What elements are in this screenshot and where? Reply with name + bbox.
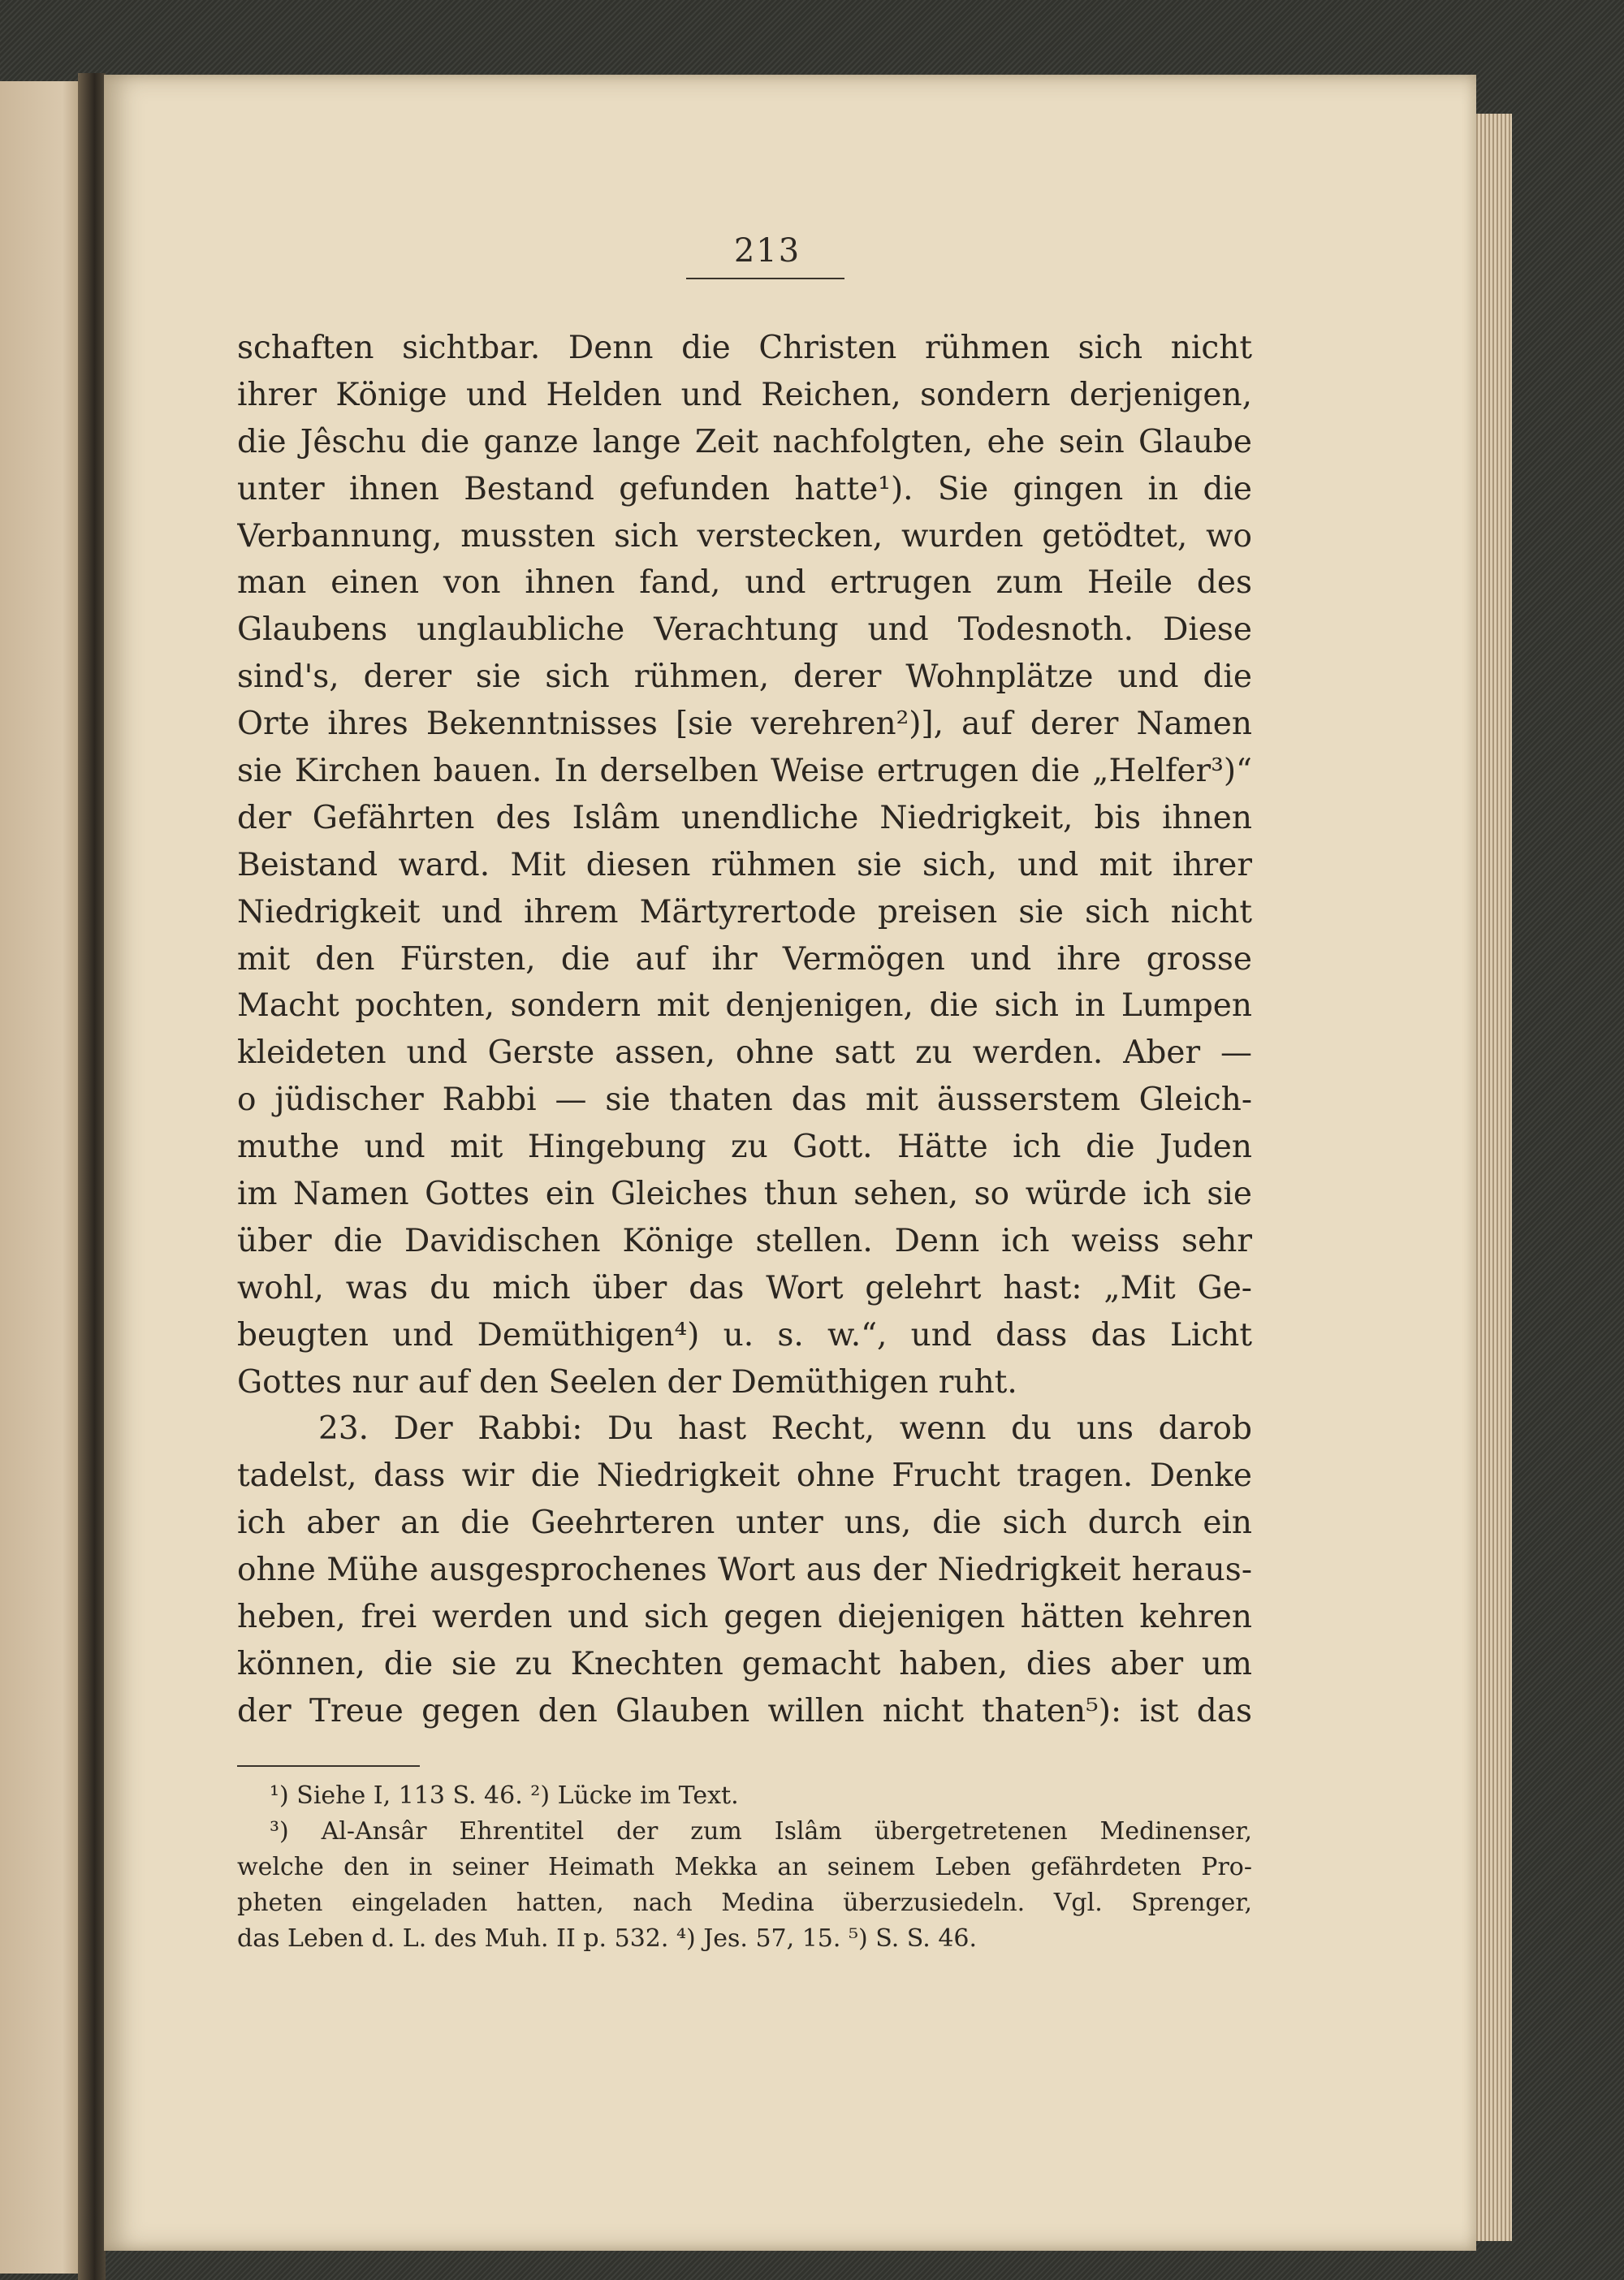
text-line: ohne Mühe ausgesprochenes Wort aus der Niedrigkeit heraus- [237, 1552, 1252, 1589]
text-line: die Jêschu die ganze lange Zeit nachfolgten, ehe sein Glaube [237, 423, 1252, 460]
text-line: Macht pochten, sondern mit denjenigen, die sich in Lumpen [237, 987, 1252, 1025]
text-line: tadelst, dass wir die Niedrigkeit ohne Frucht tragen. Denke [237, 1457, 1252, 1495]
text-line: im Namen Gottes ein Gleiches thun sehen, so würde ich sie [237, 1176, 1252, 1213]
text-line: Verbannung, mussten sich verstecken, wurden getödtet, wo [237, 517, 1252, 555]
text-line: mit den Fürsten, die auf ihr Vermögen und ihre grosse [237, 940, 1252, 978]
text-line: Beistand ward. Mit diesen rühmen sie sich, und mit ihrer [237, 846, 1252, 883]
text-line: o jüdischer Rabbi — sie thaten das mit äusserstem Gleich- [237, 1082, 1252, 1119]
footnote-rule [237, 1765, 420, 1767]
text-line: ihrer Könige und Helden und Reichen, sondern derjenigen, [237, 376, 1252, 413]
text-line: beugten und Demüthigen⁴) u. s. w.“, und dass das Licht [237, 1316, 1252, 1354]
text-line: über die Davidischen Könige stellen. Denn ich weiss sehr [237, 1222, 1252, 1259]
text-line: muthe und mit Hingebung zu Gott. Hätte ich die Juden [237, 1129, 1252, 1166]
footnote-line: welche den in seiner Heimath Mekka an seinem Leben gefährdeten Pro- [237, 1853, 1252, 1881]
footnotes [237, 1778, 1252, 1957]
section-start-line: 23. Der Rabbi: Du hast Recht, wenn du uns darob [318, 1410, 1252, 1448]
text-line: wohl, was du mich über das Wort gelehrt hast: „Mit Ge- [237, 1269, 1252, 1306]
text-line: können, die sie zu Knechten gemacht haben, dies aber um [237, 1645, 1252, 1682]
footnote-line: pheten eingeladen hatten, nach Medina überzusiedeln. Vgl. Sprenger, [237, 1889, 1252, 1917]
header-rule [686, 278, 844, 279]
text-line: unter ihnen Bestand gefunden hatte¹). Sie gingen in die [237, 470, 1252, 507]
facing-page-edge [0, 81, 89, 2274]
text-line: ich aber an die Geehrteren unter uns, die sich durch ein [237, 1505, 1252, 1542]
text-line: Niedrigkeit und ihrem Märtyrertode preisen sie sich nicht [237, 893, 1252, 931]
footnote-line: ³) Al-Ansâr Ehrentitel der zum Islâm übergetretenen Medinenser, [270, 1817, 1252, 1846]
main-text [237, 325, 1252, 1735]
text-line: sind's, derer sie sich rühmen, derer Wohnplätze und die [237, 659, 1252, 696]
text-line: sie Kirchen bauen. In derselben Weise ertrugen die „Helfer³)“ [237, 753, 1252, 790]
text-line: man einen von ihnen fand, und ertrugen zum Heile des [237, 564, 1252, 602]
text-line: kleideten und Gerste assen, ohne satt zu werden. Aber — [237, 1034, 1252, 1072]
text-line: der Treue gegen den Glauben willen nicht thaten⁵): ist das [237, 1692, 1252, 1729]
text-line: Glaubens unglaubliche Verachtung und Todesnoth. Diese [237, 611, 1252, 649]
footnote-line: ¹) Siehe I, 113 S. 46. ²) Lücke im Text. [270, 1781, 739, 1810]
book-gutter [78, 73, 106, 2280]
text-line: der Gefährten des Islâm unendliche Niedrigkeit, bis ihnen [237, 799, 1252, 836]
text-line: Gottes nur auf den Seelen der Demüthigen ruht. [237, 1363, 1017, 1401]
text-line: schaften sichtbar. Denn die Christen rühmen sich nicht [237, 330, 1252, 366]
text-line: Orte ihres Bekenntnisses [sie verehren²)], auf derer Namen [237, 706, 1252, 743]
footnote-line: das Leben d. L. des Muh. II p. 532. ⁴) Jes. 57, 15. ⁵) S. S. 46. [237, 1924, 978, 1953]
page-number: 213 [733, 232, 801, 270]
text-line: heben, frei werden und sich gegen diejenigen hätten kehren [237, 1599, 1252, 1636]
